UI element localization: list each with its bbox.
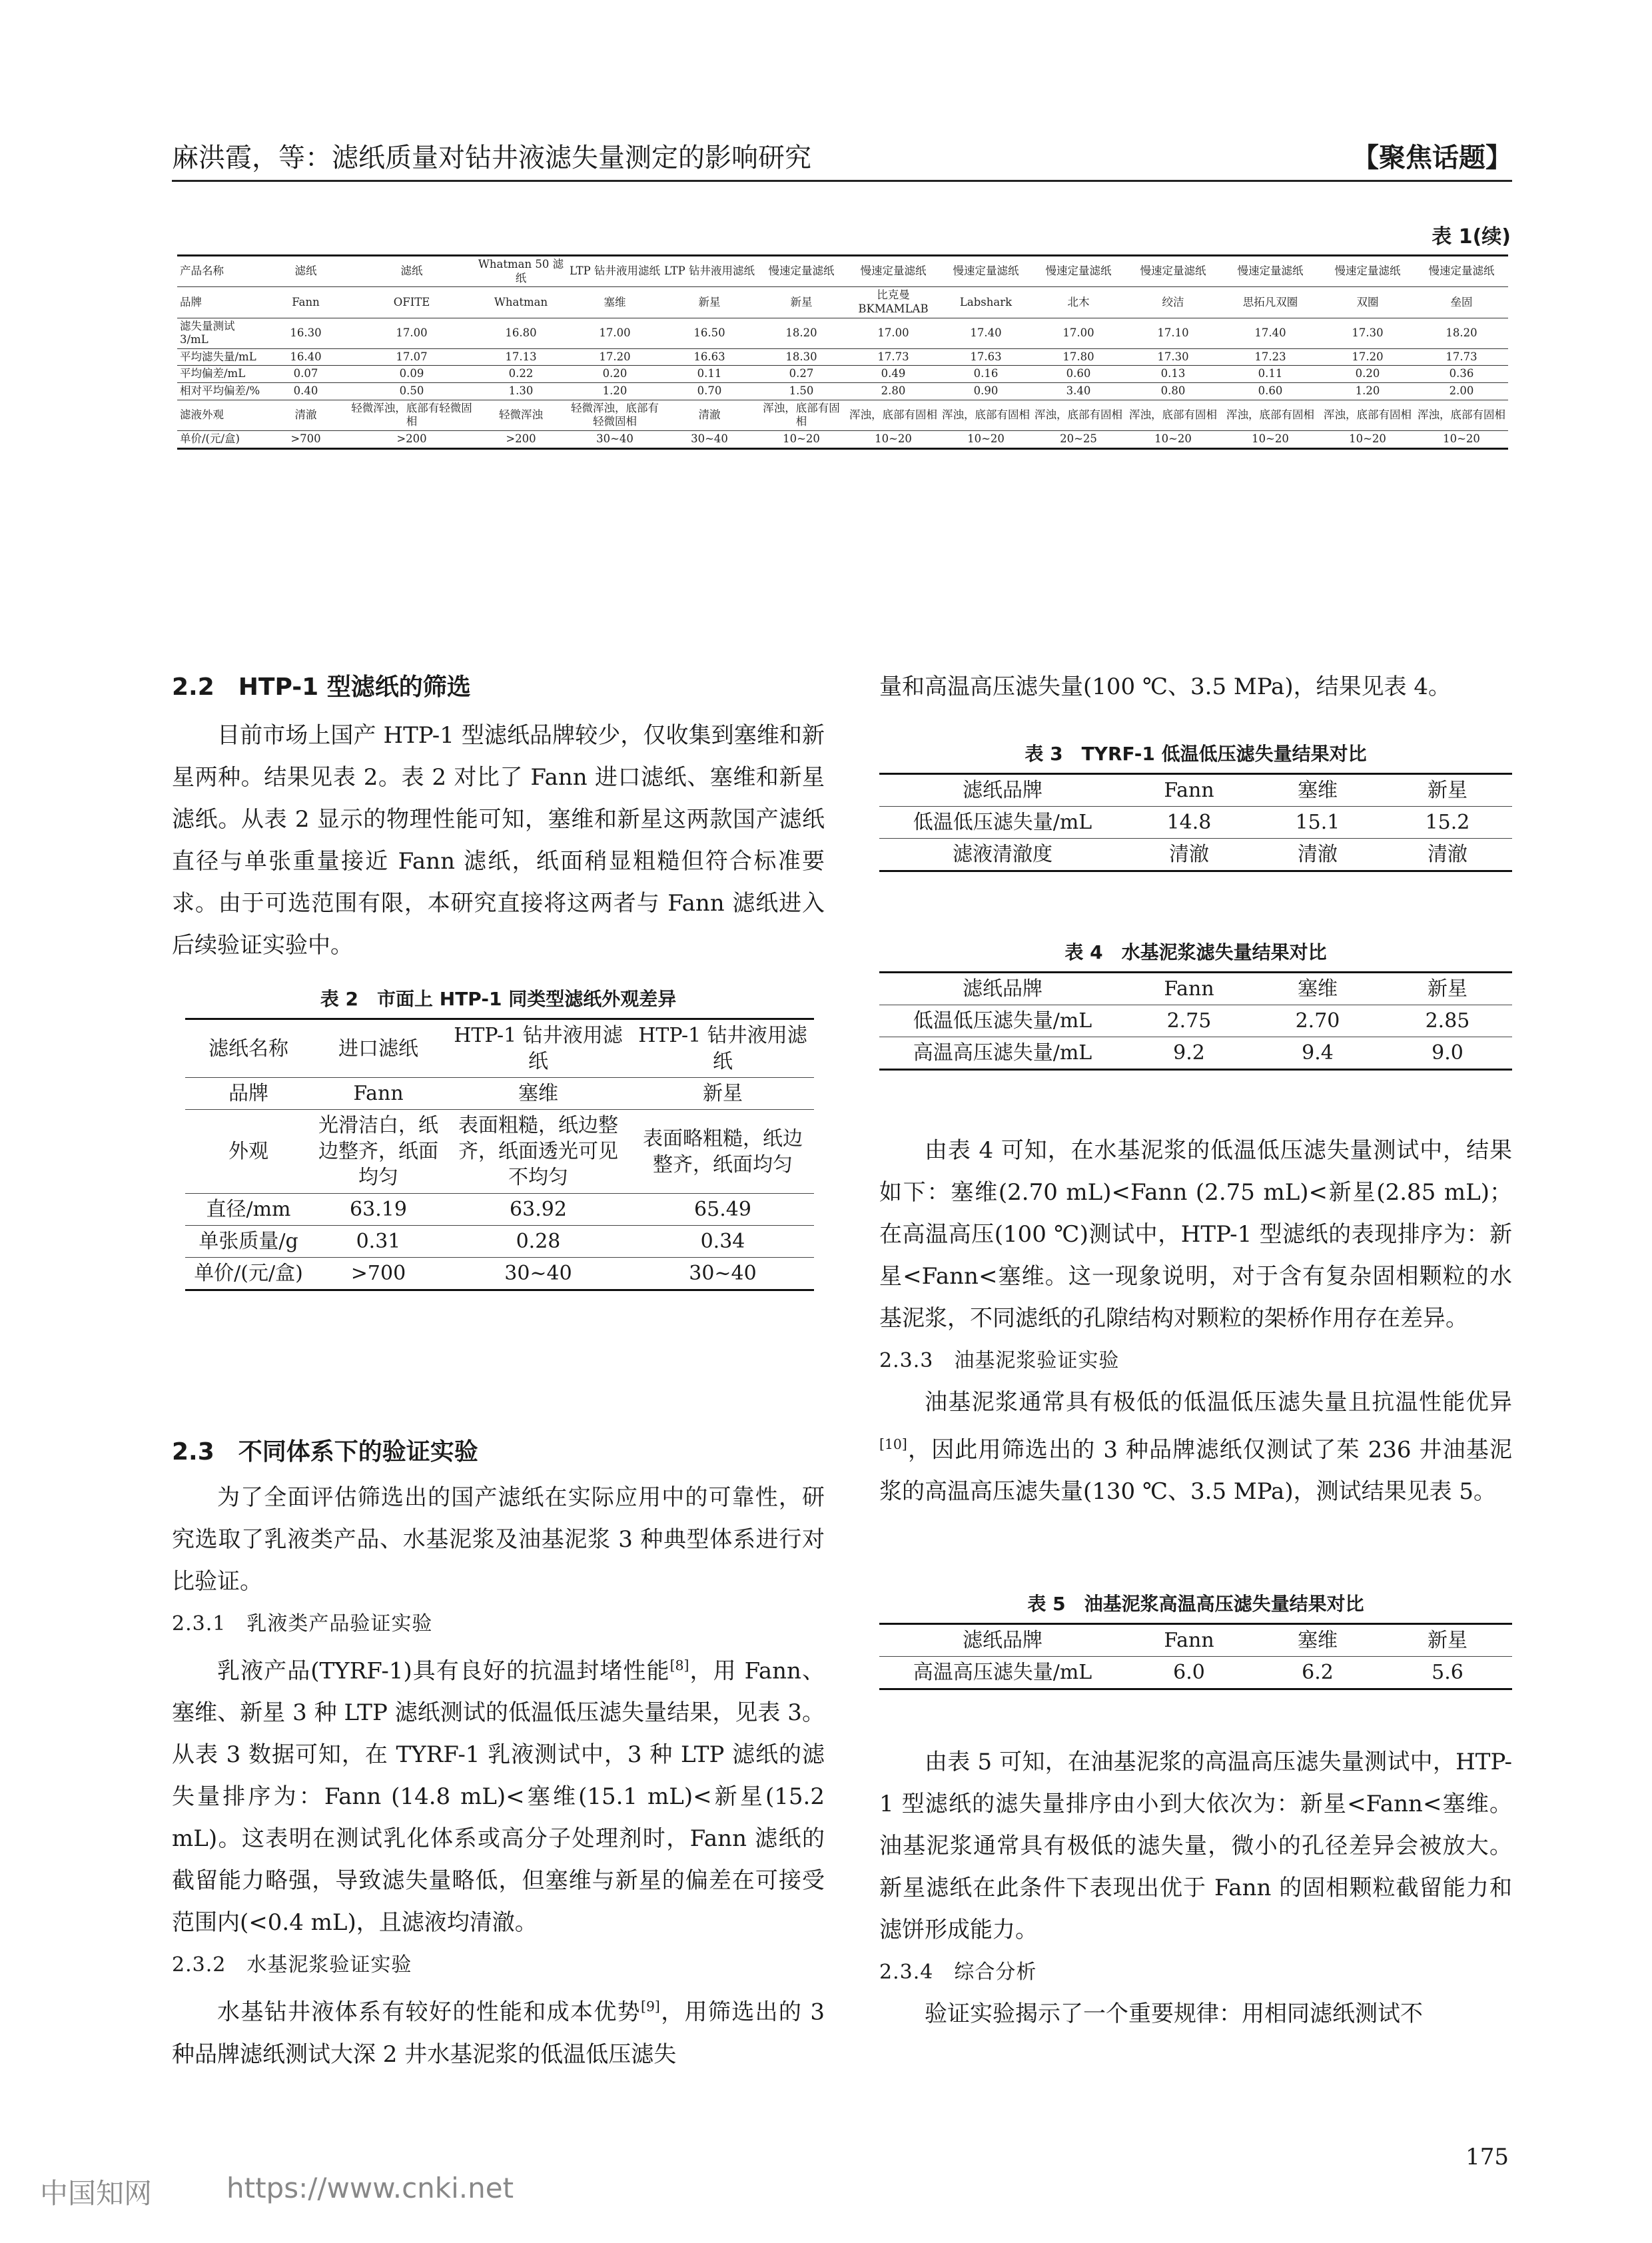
table5-cell: 新星 (1428, 1629, 1467, 1652)
section-2-3-paragraph: 为了全面评估筛选出的国产滤纸在实际应用中的可靠性，研究选取了乳液类产品、水基泥浆及油基泥浆 3 种典型体系进行对比验证。 (172, 1484, 825, 1595)
table1-cell: 0.40 (293, 384, 318, 397)
table1-cell: 双圈 (1356, 295, 1379, 308)
table1-cell: 17.10 (1157, 326, 1189, 339)
table1-row (177, 256, 1508, 287)
table1-cell: 相对平均偏差/% (180, 384, 260, 397)
table2-cell: 63.19 (350, 1198, 407, 1221)
table3-cell: 滤纸品牌 (963, 779, 1042, 802)
table1-cell: Whatman (494, 295, 548, 308)
table1-cell: 16.30 (290, 326, 322, 339)
table5-cell: 高温高压滤失量/mL (913, 1661, 1092, 1684)
table1-cell: 17.73 (1446, 350, 1477, 363)
table2-cell: 新星 (703, 1082, 743, 1105)
header-rule (172, 180, 1512, 182)
table5-caption: 表 5 油基泥浆高温高压滤失量结果对比 (1027, 1593, 1364, 1615)
table5-cell: 5.6 (1432, 1661, 1463, 1684)
table1-cell: 0.50 (399, 384, 424, 397)
table1-cell: 17.40 (1254, 326, 1286, 339)
table4-cell: 高温高压滤失量/mL (913, 1041, 1092, 1065)
table1-cell: 17.23 (1254, 350, 1286, 363)
table1-cell: 0.11 (697, 367, 722, 380)
table1-cell: 轻微浑浊 (499, 408, 543, 421)
table1-cell: 0.22 (508, 367, 534, 380)
section-2-3-2-heading: 2.3.2 水基泥浆验证实验 (172, 1953, 412, 1977)
table1-cell: 10~20 (967, 432, 1005, 445)
table1-cell: 10~20 (1154, 432, 1192, 445)
table1-cell: Whatman 50 滤纸 (478, 258, 564, 284)
table2-cell: 塞维 (518, 1082, 558, 1105)
table1-cell: 17.20 (599, 350, 631, 363)
table4 (879, 971, 1512, 1071)
table1-row (177, 348, 1508, 366)
table1-cell: 30~40 (691, 432, 728, 445)
section-2-3-heading: 2.3 不同体系下的验证实验 (172, 1438, 478, 1466)
continued-paragraph: 量和高温高压滤失量(100 ℃、3.5 MPa)，结果见表 4。 (879, 673, 1451, 700)
table2-caption: 表 2 市面上 HTP-1 同类型滤纸外观差异 (320, 988, 677, 1010)
table1-cell: 10~20 (875, 432, 912, 445)
table1-cell: 17.00 (396, 326, 428, 339)
table1-cell: 浑浊，底部有固相 (1129, 408, 1217, 421)
table2-row (185, 1194, 814, 1226)
table1-cell: LTP 钻井液用滤纸 (664, 264, 755, 278)
table5-row (879, 1657, 1512, 1689)
table3-cell: 低温低压滤失量/mL (913, 811, 1092, 834)
table4-analysis-paragraph: 由表 4 可知，在水基泥浆的低温低压滤失量测试中，结果如下：塞维(2.70 mL)<Fann (2.75 mL)<新星(2.85 mL)；在高温高压(100 ℃)测试中，HTP-1 型滤纸的表现排序为：新星<Fann<塞维。这一现象说明，对于含有复杂固相颗粒的水基泥浆，不同滤纸的孔隙结构对颗粒的架桥作用存在差异。 (879, 1137, 1512, 1332)
table2-cell: >700 (350, 1262, 406, 1285)
table1-cell: 18.20 (1446, 326, 1477, 339)
table2-row (185, 1019, 814, 1078)
table5-cell: 滤纸品牌 (963, 1629, 1042, 1652)
table1-cell: 18.20 (785, 326, 817, 339)
table1-cell: 0.80 (1160, 384, 1186, 397)
table1-cell: 慢速定量滤纸 (860, 264, 927, 278)
table1-cell: 1.20 (1355, 384, 1380, 397)
table3-cell: 15.1 (1295, 811, 1340, 834)
page-number: 175 (1465, 2144, 1509, 2170)
table1-cell: 浑浊，底部有固相 (763, 401, 840, 428)
table1-cell: 1.30 (508, 384, 534, 397)
table4-cell: Fann (1164, 977, 1214, 1001)
table2-cell: 63.92 (510, 1198, 567, 1221)
table2-row (185, 1226, 814, 1258)
table3-cell: 新星 (1428, 779, 1467, 802)
table1-cell: 17.30 (1352, 326, 1384, 339)
table4-cell: 2.85 (1425, 1009, 1470, 1033)
section-2-3-1-heading: 2.3.1 乳液类产品验证实验 (172, 1612, 433, 1635)
cnki-watermark: 中国知网 (40, 2177, 153, 2210)
table3-cell: 15.2 (1425, 811, 1470, 834)
table4-cell: 9.0 (1432, 1041, 1463, 1065)
table3-cell: 14.8 (1166, 811, 1212, 834)
table1-cell: 17.20 (1352, 350, 1384, 363)
table3-cell: Fann (1164, 779, 1214, 802)
table5-analysis-paragraph: 由表 5 可知，在油基泥浆的高温高压滤失量测试中，HTP-1 型滤纸的滤失量排序由小到大依次为：新星<Fann<塞维。油基泥浆通常具有极低的滤失量，微小的孔径差异会被放大。新星滤纸在此条件下表现出优于 Fann 的固相颗粒截留能力和滤饼形成能力。 (879, 1749, 1512, 1943)
table1-cell: 比克曼 BKMAMLAB (858, 288, 929, 315)
table2-cell: 滤纸名称 (208, 1037, 288, 1061)
section-2-3-3-paragraph: 油基泥浆通常具有极低的低温低压滤失量且抗温性能优异[10]，因此用筛选出的 3 种品牌滤纸仅测试了茱 236 井油基泥浆的高温高压滤失量(130 ℃、3.5 MPa)，测试结果见表 5。 (879, 1389, 1512, 1506)
table2-cell: 0.28 (516, 1230, 561, 1253)
table1-cell: 浑浊，底部有固相 (849, 408, 937, 421)
table1-cell: 垒固 (1450, 295, 1473, 308)
table1-cell: 18.30 (785, 350, 817, 363)
table2-cell: 光滑洁白，纸边整齐，纸面均匀 (318, 1114, 438, 1189)
table2-row (185, 1258, 814, 1290)
left-column-lower (172, 1431, 825, 2076)
table1-cell: 轻微浑浊，底部有轻微固相 (351, 401, 472, 428)
table1-cell: 0.60 (1258, 384, 1283, 397)
right-column-top (879, 666, 1512, 708)
table1-cell: 平均偏差/mL (180, 367, 246, 380)
table1-cell: 新星 (698, 295, 721, 308)
table1-row (177, 318, 1508, 348)
table3-cell: 清澈 (1298, 843, 1338, 866)
table2-cell: 直径/mm (206, 1198, 291, 1221)
table5-cell: 塞维 (1298, 1629, 1338, 1652)
table1-cell: 17.80 (1062, 350, 1094, 363)
section-2-3-4-heading: 2.3.4 综合分析 (879, 1961, 1037, 1984)
right-column-lower (879, 1741, 1512, 2035)
table1-cell: 慢速定量滤纸 (1237, 264, 1304, 278)
table1-caption: 表 1(续) (1432, 225, 1511, 248)
table2 (185, 1018, 814, 1291)
table1-cell: 10~20 (1443, 432, 1480, 445)
table1-cell: 17.73 (877, 350, 909, 363)
table1-cell: 16.80 (505, 326, 537, 339)
table1-cell: 慢速定量滤纸 (953, 264, 1019, 278)
table3-cell: 清澈 (1428, 843, 1467, 866)
table1-cell: 浑浊，底部有固相 (942, 408, 1030, 421)
table1-cell: 17.13 (505, 350, 537, 363)
table2-cell: 表面粗糙，纸边整齐，纸面透光可见不均匀 (458, 1114, 618, 1189)
table1 (177, 254, 1508, 450)
table1-cell: 0.20 (1355, 367, 1380, 380)
table1-cell: 1.50 (789, 384, 814, 397)
table3-cell: 滤液清澈度 (953, 843, 1052, 866)
table2-cell: HTP-1 钻井液用滤纸 (454, 1024, 623, 1073)
table1-cell: >200 (396, 432, 427, 445)
table4-cell: 9.4 (1302, 1041, 1334, 1065)
table5-row (879, 1624, 1512, 1657)
table4-cell: 9.2 (1173, 1041, 1205, 1065)
table2-cell: 30~40 (689, 1262, 757, 1285)
table3-cell: 清澈 (1169, 843, 1209, 866)
table5-cell: 6.0 (1173, 1661, 1205, 1684)
table1-cell: 北木 (1067, 295, 1090, 308)
table1-cell: 2.80 (881, 384, 906, 397)
table1-cell: 滤纸 (400, 264, 423, 278)
table1-cell: 产品名称 (180, 264, 224, 278)
table5-cell: Fann (1164, 1629, 1214, 1652)
table2-cell: HTP-1 钻井液用滤纸 (638, 1024, 807, 1073)
table1-cell: 单价/(元/盒) (180, 432, 240, 445)
table1-cell: 滤失量测试3/mL (180, 319, 235, 346)
table1-cell: 2.00 (1449, 384, 1474, 397)
table4-cell: 塞维 (1298, 977, 1338, 1001)
table1-cell: 慢速定量滤纸 (1045, 264, 1112, 278)
table1-cell: 轻微浑浊，底部有轻微固相 (571, 401, 659, 428)
table4-cell: 2.70 (1295, 1009, 1340, 1033)
table1-cell: 慢速定量滤纸 (1428, 264, 1495, 278)
table1-cell: 清澈 (294, 408, 317, 421)
table1-cell: 0.09 (399, 367, 424, 380)
table2-cell: 30~40 (504, 1262, 572, 1285)
table1-cell: 0.11 (1258, 367, 1283, 380)
table1-cell: Fann (292, 295, 320, 308)
table5 (879, 1623, 1512, 1690)
table1-cell: 浑浊，底部有固相 (1418, 408, 1505, 421)
table1-cell: 品牌 (180, 295, 202, 308)
table1-cell: 16.63 (693, 350, 725, 363)
table1-cell: 10~20 (1252, 432, 1289, 445)
table1-cell: 0.60 (1066, 367, 1091, 380)
table1-cell: 0.70 (697, 384, 722, 397)
section-2-2-heading: 2.2 HTP-1 型滤纸的筛选 (172, 673, 471, 701)
table4-cell: 低温低压滤失量/mL (913, 1009, 1092, 1033)
section-2-3-3-heading: 2.3.3 油基泥浆验证实验 (879, 1349, 1120, 1372)
table1-cell: 慢速定量滤纸 (1140, 264, 1206, 278)
table2-cell: 65.49 (694, 1198, 751, 1221)
table1-cell: 17.30 (1157, 350, 1189, 363)
table1-row (177, 366, 1508, 383)
table1-cell: 清澈 (698, 408, 721, 421)
table1-cell: 1.20 (602, 384, 627, 397)
table4-cell: 滤纸品牌 (963, 977, 1042, 1001)
table1-cell: LTP 钻井液用滤纸 (570, 264, 660, 278)
table1-cell: 16.50 (693, 326, 725, 339)
table1-cell: 17.00 (877, 326, 909, 339)
table1-cell: >700 (290, 432, 321, 445)
table2-cell: 进口滤纸 (338, 1037, 418, 1061)
cnki-url: https://www.cnki.net (226, 2172, 514, 2204)
table1-cell: 17.63 (970, 350, 1002, 363)
table2-cell: 表面略粗糙，纸边整齐，纸面均匀 (643, 1126, 803, 1176)
table1-cell: >200 (506, 432, 536, 445)
table2-cell: 外观 (228, 1140, 268, 1163)
table1-cell: 0.49 (881, 367, 906, 380)
table1-cell: 0.07 (293, 367, 318, 380)
right-column-middle (879, 1130, 1512, 1513)
table1-cell: 平均滤失量/mL (180, 350, 256, 363)
table1-cell: 新星 (790, 295, 813, 308)
table3-caption: 表 3 TYRF-1 低温低压滤失量结果对比 (1025, 743, 1367, 765)
table1-cell: Labshark (959, 295, 1013, 308)
table2-cell: 0.34 (700, 1230, 745, 1253)
table2-cell: Fann (353, 1082, 404, 1105)
running-header-title: 麻洪霞，等：滤纸质量对钻井液滤失量测定的影响研究 (172, 143, 811, 173)
table1-cell: 10~20 (783, 432, 820, 445)
table1-cell: 30~40 (596, 432, 633, 445)
table1-cell: 0.36 (1449, 367, 1474, 380)
table1-cell: 17.40 (970, 326, 1002, 339)
section-2-3-1-paragraph: 乳液产品(TYRF-1)具有良好的抗温封堵性能[8]，用 Fann、塞维、新星 3 种 LTP 滤纸测试的低温低压滤失量结果，见表 3。从表 3 数据可知，在 TYRF-1 乳液测试中，3 种 LTP 滤纸的滤失量排序为：Fann (14.8 mL)<塞维(15.1 mL)<新星(15.2 mL)。这表明在测试乳化体系或高分子处理剂时，Fann 滤纸的截留能力略强，导致滤失量略低，但塞维与新星的偏差在可接受范围内(<0.4 mL)，且滤液均清澈。 (172, 1657, 825, 1937)
table1-cell: 0.90 (973, 384, 999, 397)
table3-row (879, 839, 1512, 871)
table3 (879, 773, 1512, 872)
table1-row (177, 383, 1508, 400)
table1-cell: 0.20 (602, 367, 627, 380)
section-2-3-2-paragraph: 水基钻井液体系有较好的性能和成本优势[9]，用筛选出的 3 种品牌滤纸测试大深 2 井水基泥浆的低温低压滤失 (172, 1999, 825, 2068)
table1-cell: 16.40 (290, 350, 322, 363)
table2-cell: 0.31 (356, 1230, 401, 1253)
table1-cell: 绞洁 (1162, 295, 1184, 308)
table1-cell: 滤液外观 (180, 408, 224, 421)
table1-cell: 20~25 (1060, 432, 1097, 445)
table3-cell: 塞维 (1298, 779, 1338, 802)
section-2-2-paragraph: 目前市场上国产 HTP-1 型滤纸品牌较少，仅收集到塞维和新星两种。结果见表 2。表 2 对比了 Fann 进口滤纸、塞维和新星滤纸。从表 2 显示的物理性能可知，塞维和新星这两款国产滤纸直径与单张重量接近 Fann 滤纸，纸面稍显粗糙但符合标准要求。由于可选范围有限，本研究直接将这两者与 Fann 滤纸进入后续验证实验中。 (172, 722, 825, 959)
table4-cell: 新星 (1428, 977, 1467, 1001)
table3-row (879, 807, 1512, 839)
table1-cell: 3.40 (1066, 384, 1091, 397)
table2-cell: 单张质量/g (199, 1230, 298, 1253)
table1-cell: 浑浊，底部有固相 (1034, 408, 1122, 421)
table1-cell: 17.00 (599, 326, 631, 339)
table2-cell: 品牌 (228, 1082, 268, 1105)
table2-row (185, 1078, 814, 1110)
table1-cell: 慢速定量滤纸 (768, 264, 835, 278)
table1-cell: OFITE (393, 295, 430, 308)
table1-cell: 0.16 (973, 367, 999, 380)
table1-cell: 思拓凡双圈 (1242, 295, 1298, 308)
table1-cell: 17.00 (1062, 326, 1094, 339)
table4-cell: 2.75 (1166, 1009, 1212, 1033)
table1-cell: 塞维 (604, 295, 626, 308)
table1-cell: 慢速定量滤纸 (1334, 264, 1401, 278)
table5-cell: 6.2 (1302, 1661, 1334, 1684)
table1-cell: 0.13 (1160, 367, 1186, 380)
running-header-section: 【聚焦话题】 (1352, 143, 1512, 173)
section-2-3-4-paragraph: 验证实验揭示了一个重要规律：用相同滤纸测试不 (925, 2001, 1423, 2027)
table1-cell: 滤纸 (294, 264, 317, 278)
table1-row (177, 287, 1508, 318)
table1-cell: 浑浊，底部有固相 (1324, 408, 1412, 421)
table1-cell: 17.07 (396, 350, 428, 363)
left-column (172, 666, 825, 967)
table2-row (185, 1110, 814, 1194)
table1-cell: 浑浊，底部有固相 (1226, 408, 1314, 421)
table1-cell: 0.27 (789, 367, 814, 380)
table4-caption: 表 4 水基泥浆滤失量结果对比 (1064, 941, 1327, 963)
table1-row (177, 430, 1508, 448)
table4-row (879, 1037, 1512, 1070)
table1-cell: 10~20 (1349, 432, 1386, 445)
table1-row (177, 400, 1508, 430)
table3-row (879, 774, 1512, 807)
table2-cell: 单价/(元/盒) (194, 1262, 303, 1285)
table4-row (879, 1005, 1512, 1037)
table4-row (879, 973, 1512, 1005)
